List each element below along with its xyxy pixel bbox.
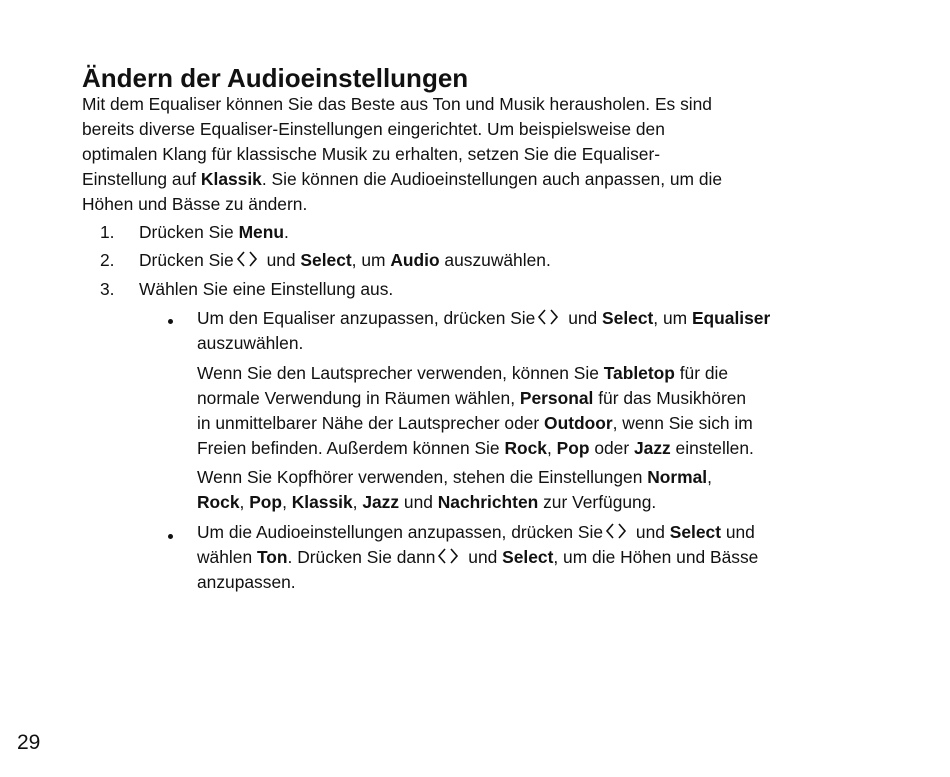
step-number: 3.	[100, 279, 115, 299]
page-title: Ändern der Audioeinstellungen	[82, 63, 469, 93]
page-number: 29	[17, 731, 41, 754]
term-pop: Pop	[249, 492, 283, 512]
term-pop: Pop	[556, 438, 590, 458]
headphone-settings-paragraph: Wenn Sie Kopfhörer verwenden, stehen die Einstellungen Normal, Rock, Pop, Klassik, Jazz und Nachrichten zur Verfügung.	[197, 467, 712, 512]
speaker-settings-paragraph: Wenn Sie den Lautsprecher verwenden, können Sie Tabletop für die normale Verwendung in Räumen wählen, Personal für das Musikhören in unmittelbarer Nähe der Lautsprecher oder Outdoor, wenn Sie sich im Freien befinden. Außerdem können Sie Rock, Pop oder Jazz einstellen.	[197, 363, 754, 458]
term-menu: Menu	[238, 222, 284, 242]
term-jazz: Jazz	[633, 438, 671, 458]
intro-line: Höhen und Bässe zu ändern.	[82, 194, 308, 214]
bullet-equaliser: Um den Equaliser anzupassen, drücken Sie und Select, um Equaliser auszuwählen.	[197, 308, 771, 353]
term-rock: Rock	[504, 438, 547, 458]
bullet-audio-settings: Um die Audioeinstellungen anzupassen, drücken Sie und Select und wählen Ton. Drücken Sie dann und Select, um die Höhen und Bässe anzupassen.	[197, 522, 759, 592]
bullet-icon	[168, 319, 173, 324]
term-personal: Personal	[519, 388, 594, 408]
step-3: 3. Wählen Sie eine Einstellung aus.	[100, 277, 393, 302]
term-select: Select	[502, 547, 554, 567]
term-equaliser: Equaliser	[691, 308, 771, 328]
term-tabletop: Tabletop	[603, 363, 675, 383]
intro-line: Mit dem Equaliser können Sie das Beste aus Ton und Musik herausholen. Es sind	[82, 94, 712, 114]
intro-line: Einstellung auf Klassik. Sie können die Audioeinstellungen auch anpassen, um die	[82, 169, 723, 189]
intro-line: optimalen Klang für klassische Musik zu erhalten, setzen Sie die Equaliser-	[82, 144, 661, 164]
left-right-chevrons-icon	[537, 308, 559, 326]
term-audio: Audio	[390, 250, 440, 270]
term-select: Select	[300, 250, 352, 270]
bullet-icon	[168, 534, 173, 539]
term-outdoor: Outdoor	[544, 413, 613, 433]
term-jazz: Jazz	[362, 492, 400, 512]
step-1: 1. Drücken Sie Menu.	[100, 220, 289, 245]
left-right-chevrons-icon	[236, 250, 258, 268]
step-number: 1.	[100, 222, 115, 242]
term-select: Select	[669, 522, 721, 542]
term-ton: Ton	[256, 547, 288, 567]
intro-line: bereits diverse Equaliser-Einstellungen eingerichtet. Um beispielsweise den	[82, 119, 665, 139]
step-2: 2. Drücken Sie und Select, um Audio auszuwählen.	[100, 248, 551, 273]
term-nachrichten: Nachrichten	[437, 492, 539, 512]
term-select: Select	[602, 308, 654, 328]
term-rock: Rock	[197, 492, 240, 512]
step-number: 2.	[100, 250, 115, 270]
intro-paragraph	[82, 92, 842, 217]
term-klassik: Klassik	[200, 169, 262, 189]
left-right-chevrons-icon	[605, 522, 627, 540]
term-klassik: Klassik	[291, 492, 353, 512]
term-normal: Normal	[647, 467, 708, 487]
left-right-chevrons-icon	[437, 547, 459, 565]
